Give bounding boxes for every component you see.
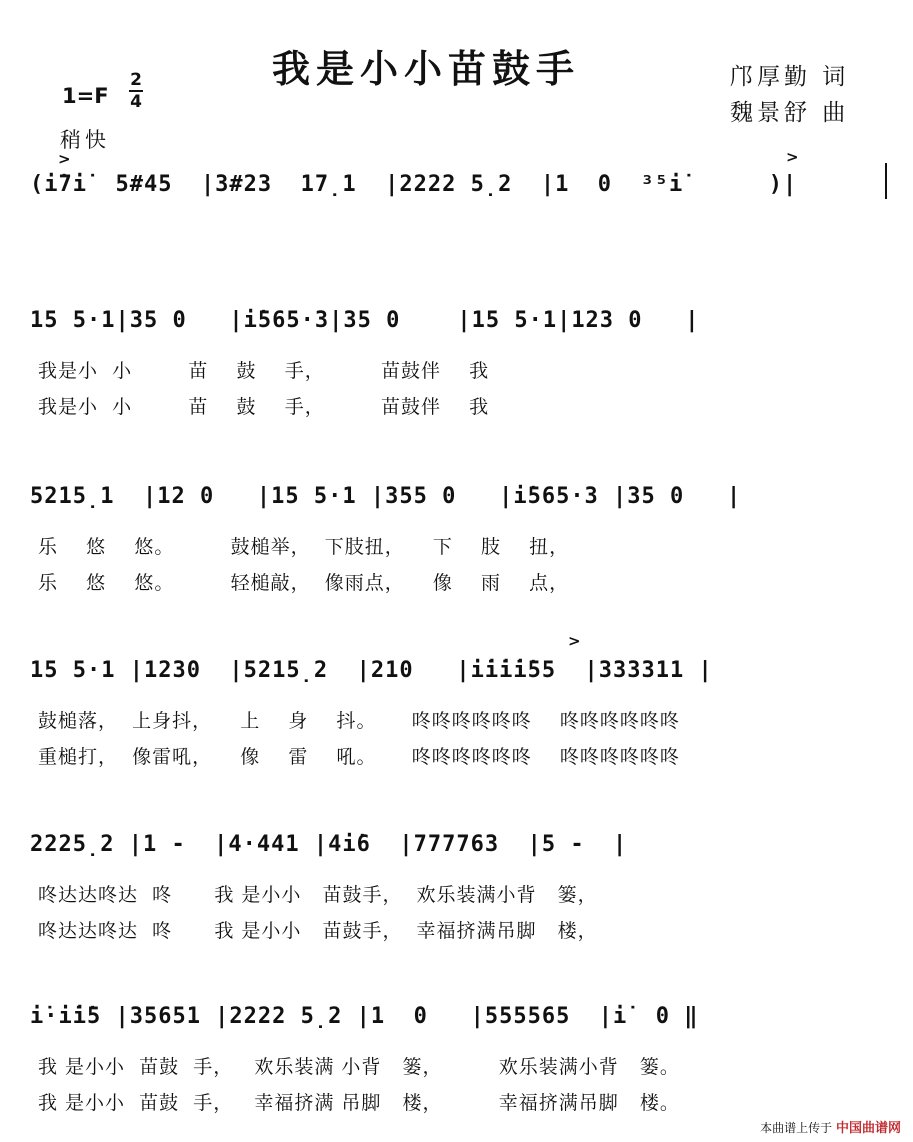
lyric-verse2-line2: 我是小 小 苗 鼓 手， 苗鼓伴 我 [38, 396, 490, 418]
notation-line-3: 5215̣1 |12 0 |15 5·1 |355 0 |i̇565·3 |35 0 | [30, 484, 742, 509]
lyric-verse1-line6: 我 是小小 苗鼓 手， 欢乐装满 小背 篓， 欢乐装满小背 篓。 [38, 1056, 680, 1078]
accent-mark: > [58, 150, 71, 168]
time-signature [128, 70, 144, 112]
notation-line-6: i̇·i̇i̇5 |35651 |2222 5̣2 |1 0 |555565 |i̇ 0 ‖ [30, 1004, 699, 1029]
site-logo: 中国曲谱网 [835, 1121, 901, 1136]
notation-line-intro: (i̇7i̇ 5#45 |3#23 17̣1 |2222 5̣2 |1 0 ³⁵i̇ )| [30, 172, 798, 197]
composer-credit: 魏景舒 曲 [730, 100, 850, 126]
accent-mark: > [568, 632, 581, 650]
lyric-verse2-line3: 乐 悠 悠。 轻槌敲， 像雨点， 像 雨 点， [38, 572, 570, 594]
system-end-bar [885, 163, 887, 199]
time-signature-top: 2 [130, 70, 142, 90]
song-title: 我是小小苗鼓手 [272, 47, 581, 91]
time-signature-bottom: 4 [130, 92, 142, 112]
notation-line-4: 15 5·1 |1230 |5215̣2 |210 |i̇i̇i̇i̇55 |333311 | [30, 658, 713, 683]
notation-line-2: 15 5·1|35 0 |i̇565·3|35 0 |15 5·1|123 0 | [30, 308, 700, 333]
lyric-verse1-line3: 乐 悠 悠。 鼓槌举， 下肢扭， 下 肢 扭， [38, 536, 570, 558]
lyric-verse2-line6: 我 是小小 苗鼓 手， 幸福挤满 吊脚 楼， 幸福挤满吊脚 楼。 [38, 1092, 680, 1114]
accent-mark: > [786, 148, 799, 166]
lyric-verse1-line5: 咚达达咚达 咚 我 是小小 苗鼓手， 欢乐装满小背 篓， [38, 884, 598, 906]
lyric-verse2-line5: 咚达达咚达 咚 我 是小小 苗鼓手， 幸福挤满吊脚 楼， [38, 920, 598, 942]
lyricist-credit: 邝厚勤 词 [730, 64, 850, 90]
notation-line-5: 2225̣2 |1 - |4·441 |4i̇6 |777763 |5 - | [30, 832, 628, 857]
lyric-verse1-line4: 鼓槌落， 上身抖， 上 身 抖。 咚咚咚咚咚咚 咚咚咚咚咚咚 [38, 710, 680, 732]
lyric-verse2-line4: 重槌打， 像雷吼， 像 雷 吼。 咚咚咚咚咚咚 咚咚咚咚咚咚 [38, 746, 680, 768]
footer-upload-text: 本曲谱上传于 [760, 1121, 833, 1135]
footer-watermark [760, 1117, 901, 1136]
tempo-marking: 稍快 [60, 128, 110, 152]
lyric-verse1-line2: 我是小 小 苗 鼓 手， 苗鼓伴 我 [38, 360, 490, 382]
key-signature: 1=F [62, 84, 109, 108]
